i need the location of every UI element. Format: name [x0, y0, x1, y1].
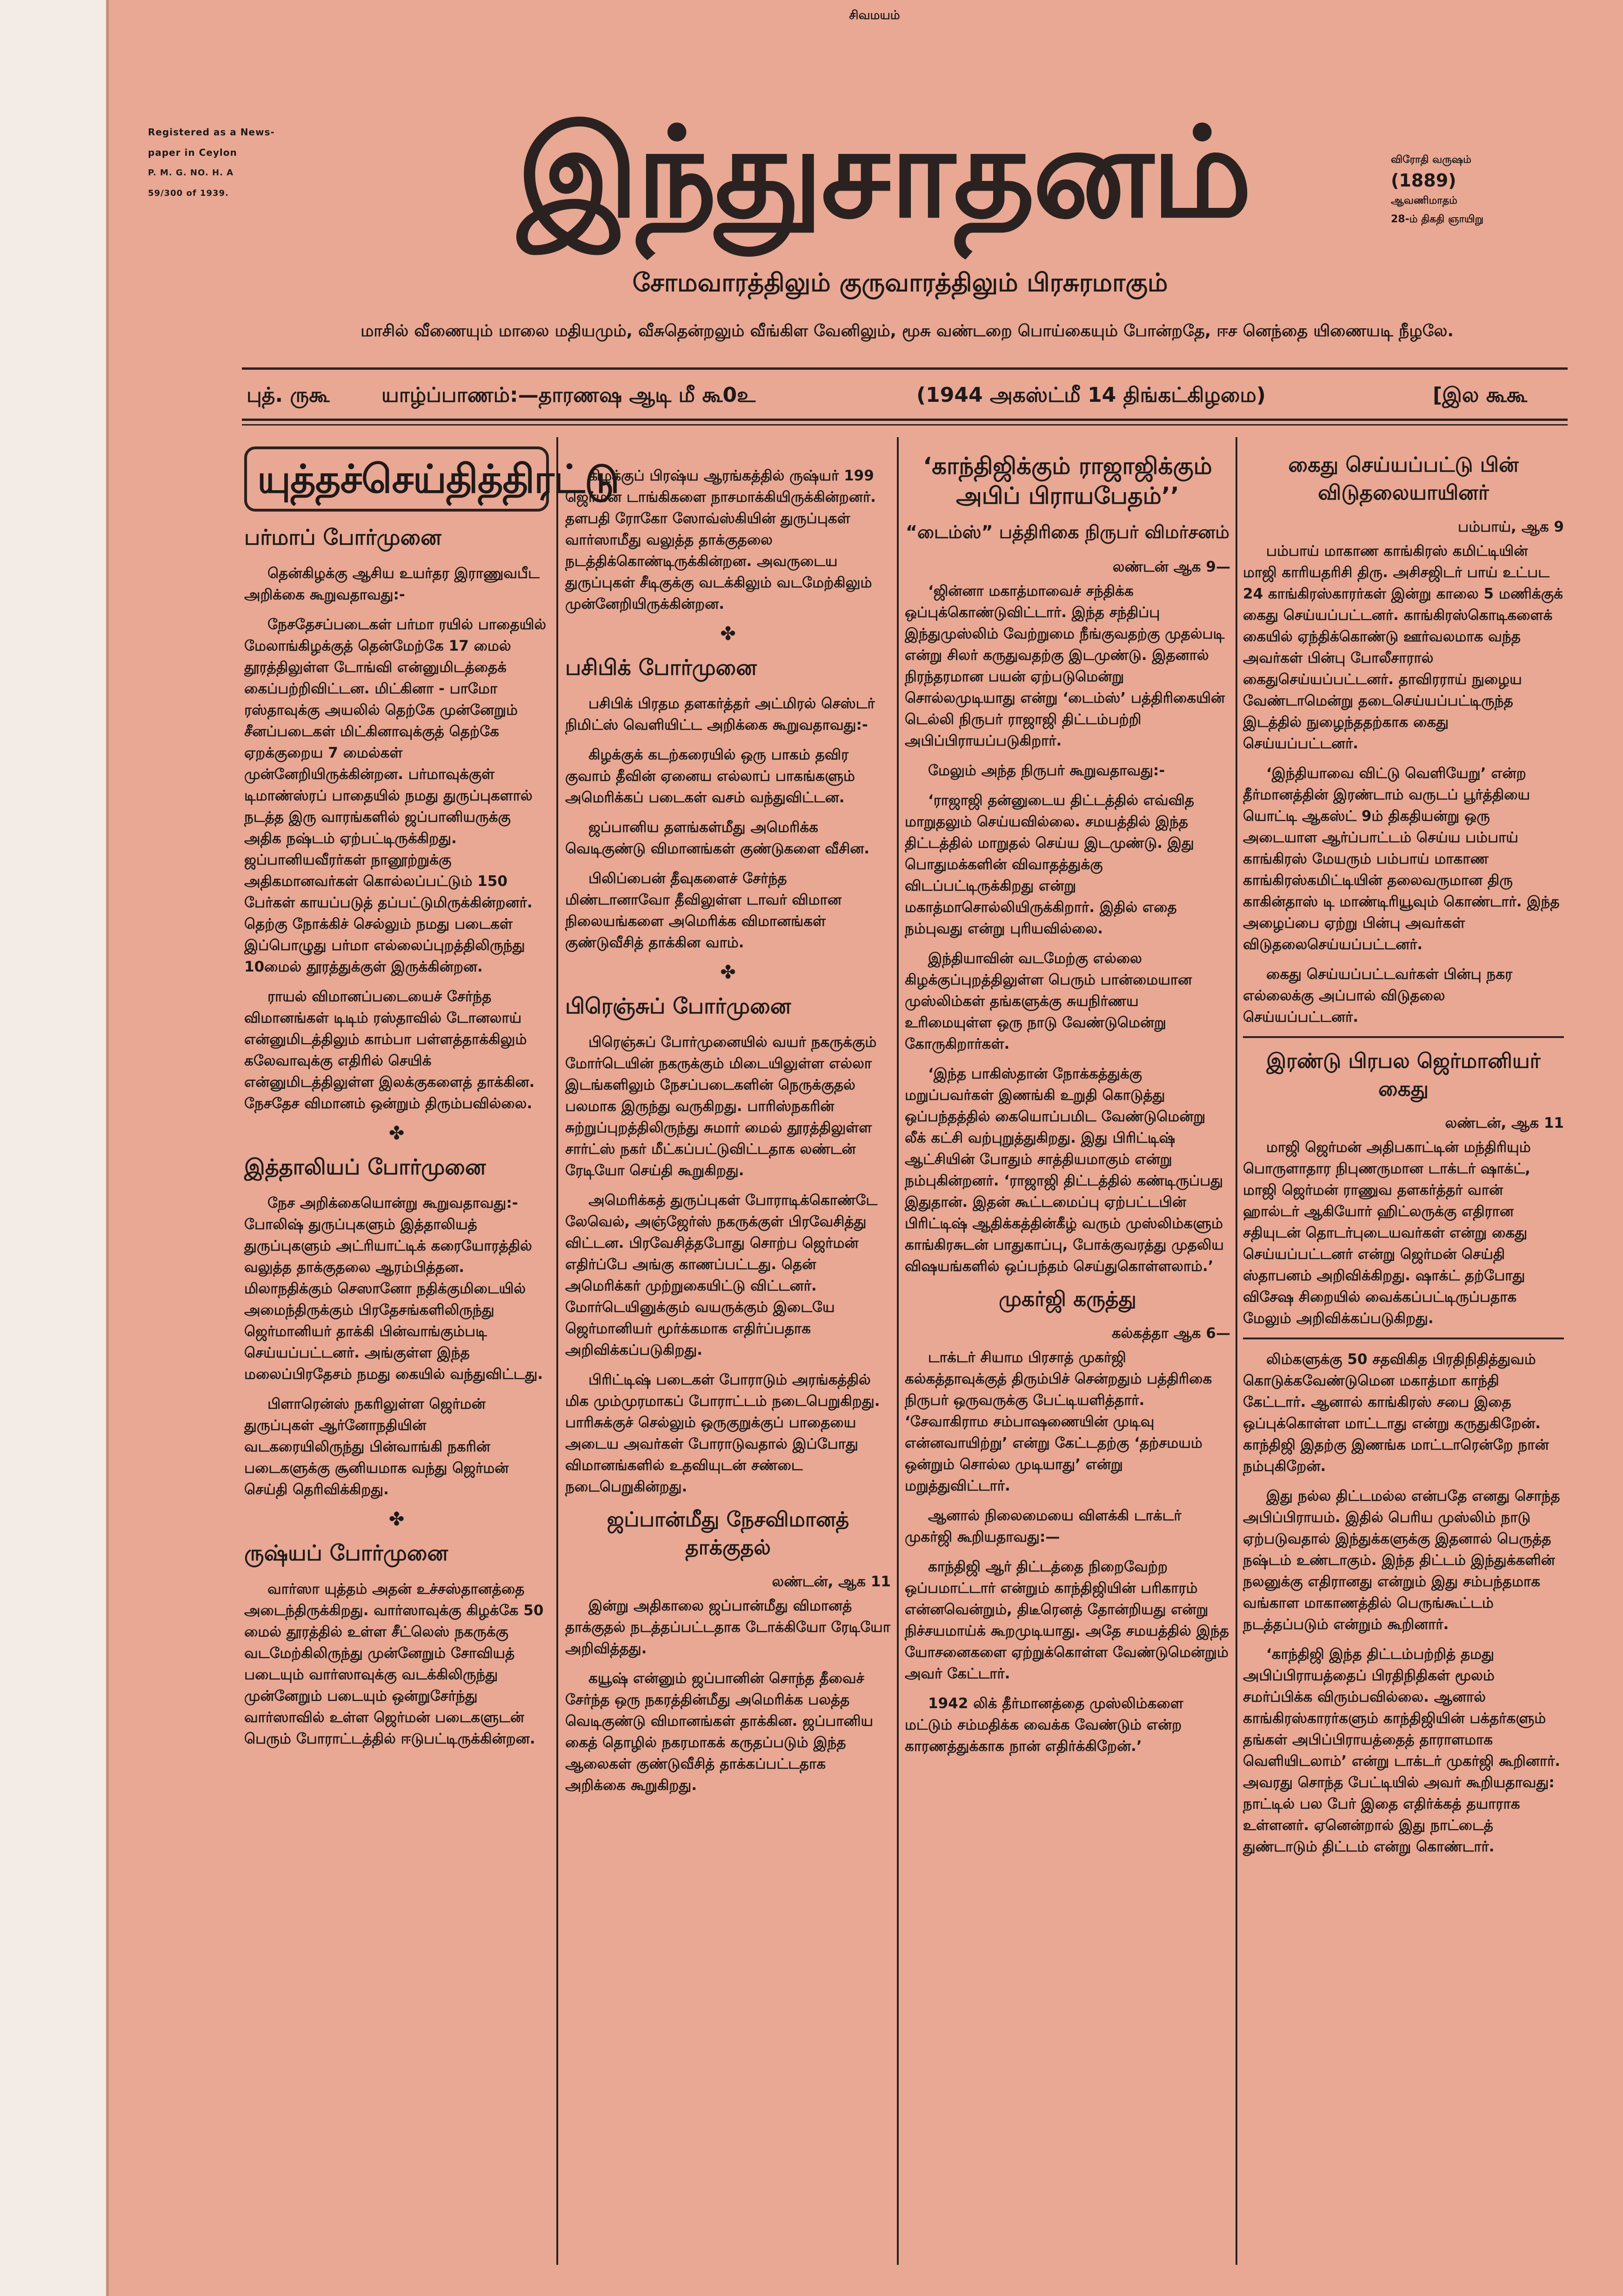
motto: மாசில் வீணையும் மாலை மதியமும், வீசுதென்றலும் வீங்கிள வேனிலும், மூசு வண்டறை பொய்கையும் போன்றதே, ஈச னெந்தை யிணையடி நீழலே. — [361, 322, 1454, 340]
article-paragraph: அமெரிக்கத் துருப்புகள் போராடிக்கொண்டே லேவெல், அஞ்ஜேர்ஸ் நகருக்குள் பிரவேசித்து விட்டன. பிரவேசித்தபோது சொற்ப ஜெர்மன் எதிர்ப்பே அங்கு காணப்பட்டது. தென் அமெரிக்கர் முற்றுகையிட்டு விட்டனர். மோர்டெயினுக்கும் வயருக்கும் இடையே ஜெர்மானியர் மூர்க்கமாக எதிர்ப்பதாக அறிவிக்கப்படுகிறது. — [565, 1192, 878, 1358]
article-paragraph: பிளாரென்ஸ் நகரிலுள்ள ஜெர்மன் துருப்புகள் ஆர்னோநதியின் வடகரையிலிருந்து பின்வாங்கி நகரின் படைகளுக்கு சூனியமாக வந்து ஜெர்மன் செய்தி தெரிவிக்கிறது. — [244, 1396, 509, 1498]
article-paragraph: பிரெஞ்சுப் போர்முனையில் வயர் நகருக்கும் மோர்டெயின் நகருக்கும் மிடையிலுள்ள எல்லா இடங்களிலும் நேசப்படைகளின் நெருக்குதல் பலமாக இருந்து வருகிறது. பாரிஸ்நகரின் சுற்றுப்புறத்திலிருந்து சுமார் மைல் தூரத்திலுள்ள சார்ட்ஸ் நகர் மீட்கப்பட்டுவிட்டதாக லண்டன் ரேடியோ செய்தி கூறுகிறது. — [565, 1034, 877, 1179]
article-paragraph: இந்தியாவின் வடமேற்கு எல்லை கிழக்குப்புறத்திலுள்ள பெரும் பான்மையான முஸ்லிம்கள் தங்களுக்கு சுயநிர்ணய உரிமையுள்ள ஒரு நாடு வேண்டுமென்று கோருகிறார்கள். — [905, 950, 1192, 1052]
column-rule — [1236, 437, 1237, 2265]
article-paragraph: லிம்களுக்கு 50 சதவிகித பிரதிநிதித்துவம் கொடுக்கவேண்டுமென மகாத்மா காந்தி கேட்டார். ஆனால் காங்கிரஸ் சபை இதை ஒப்புக்கொள்ள மாட்டாது என்று கருதுகிறேன். காந்திஜி இதற்கு இணங்க மாட்டாரென்றே நான் நம்புகிறேன். — [1243, 1351, 1549, 1475]
gandhi-rajaji-heading: ‘காந்திஜிக்கும் ராஜாஜிக்கும் அபிப் பிராயபேதம்’’ — [923, 453, 1212, 509]
italy-front-heading: இத்தாலியப் போர்முனை — [244, 1154, 486, 1179]
dateline — [242, 379, 1568, 411]
registration-line: 59/300 of 1939. — [148, 188, 229, 198]
mukherji-dateline: கல்கத்தா ஆக 6— — [1111, 1325, 1230, 1342]
article-paragraph: தென்கிழக்கு ஆசிய உயர்தர இராணுவபீட அறிக்கை கூறுவதாவது:- — [244, 565, 540, 603]
day-line: 28-ம் திகதி ஞாயிறு — [1391, 213, 1483, 225]
article-paragraph: நேசதேசப்படைகள் பர்மா ரயில் பாதையில் மேலாங்கிழக்குத் தென்மேற்கே 17 மைல் தூரத்திலுள்ள டோங்வி என்னுமிடத்தைக் கைப்பற்றிவிட்டன. மிட்கினா - பாமோ ரஸ்தாவுக்கு அயலில் தெற்கே முன்னேறும் சீனப்படைகள் மிட்கினாவுக்குத் தெற்கே ஏறக்குறைய 7 மைல்கள் முன்னேறியிருக்கின்றன. பர்மாவுக்குள் டிமாண்ஸ்ரப் பாதையில் நமது துருப்புகளால் நடத்த இரு வாரங்களில் ஜப்பானியருக்கு அதிக நஷ்டம் ஏற்பட்டிருக்கிறது. ஜப்பானியவீரர்கள் நானூற்றுக்கு அதிகமானவர்கள் கொல்லப்பட்டும் 150 பேர்கள் காயப்படுத் தப்பட்டுமிருக்கின்றனர். தெற்கு நோக்கிச் செல்லும் நமது படைகள் இப்பொழுது பர்மா எல்லைப்புறத்திலிருந்து 10மைல் தூரத்துக்குள் இருக்கின்றன. — [244, 616, 547, 975]
registration-notice — [148, 122, 408, 204]
dateline-rule-thin — [242, 424, 1568, 426]
article-paragraph: பிலிப்பைன் தீவுகளைச் சேர்ந்த மிண்டானாவோ தீவிலுள்ள டாவர் விமான நிலையங்களை அமெரிக்க விமானங்கள் குண்டுவீசித் தாக்கின வாம். — [565, 870, 842, 951]
germans-arrested-heading: இரண்டு பிரபல ஜெர்மானியர் கைது — [1266, 1049, 1541, 1101]
column-rule — [897, 437, 899, 2265]
article-paragraph: கயூஷ் என்னும் ஜப்பானின் சொந்த தீவைச் சேர்ந்த ஒரு நகரத்தின்மீது அமெரிக்க பலத்த வெடிகுண்டு விமானங்கள் தாக்கின. ஜப்பானிய கைத் தொழில் நகரமாகக் கருதப்படும் இந்த ஆலைகள் குண்டுவீசித் தாக்கப்பட்டதாக அறிக்கை கூறுகிறது. — [565, 1670, 874, 1794]
arrest-release-dateline: பம்பாய், ஆக 9 — [1458, 519, 1564, 535]
article-paragraph: டாக்டர் சியாம பிரசாத் முகர்ஜி கல்கத்தாவுக்குத் திரும்பிச் சென்றதும் பத்திரிகை நிருபர் ஒருவருக்கு பேட்டியளித்தார். ‘சேவாகிராம சம்பாஷணையின் முடிவு என்னவாயிற்று’ என்று கேட்டதற்கு ‘தற்சமயம் ஒன்றும் சொல்ல முடியாது’ என்று மறுத்துவிட்டார். — [905, 1349, 1212, 1494]
article-paragraph: ‘ராஜாஜி தன்னுடைய திட்டத்தில் எவ்வித மாறுதலும் செய்யவில்லை. சமயத்தில் இந்த திட்டத்தில் மாறுதல் செய்ய இடமுண்டு. இது பொதுமக்களின் விவாதத்துக்கு விடப்பட்டிருக்கிறது என்று மகாத்மாசொல்லியிருக்கிறார். இதில் எதை நம்புவது என்று புரியவில்லை. — [905, 792, 1195, 937]
column-2 — [565, 446, 891, 2265]
article-paragraph: ஜப்பானிய தளங்கள்மீது அமெரிக்க வெடிகுண்டு விமானங்கள் குண்டுகளை வீசின. — [565, 819, 870, 857]
english-date: (1944 அகஸ்ட்மீ 14 திங்கட்கிழமை) — [916, 383, 1266, 407]
french-front-heading: பிரெஞ்சுப் போர்முனை — [565, 993, 791, 1018]
article-paragraph: கிழக்குப் பிரஷ்ய ஆரங்கத்தில் ருஷ்யர் 199 ஜெர்மன் டாங்கிகளை நாசமாக்கியிருக்கின்றனர். தளபதி ரோகோ ஸோவ்ஸ்கியின் துருப்புகள் வார்ஸாமீது வலுத்த தாக்குதலை நடத்திக்கொண்டிருக்கின்றன. அவருடைய துருப்புகள் சீடிகுக்கு வடக்கிலும் வடமேற்கிலும் முன்னேறியிருக்கின்றன. — [565, 467, 876, 612]
article-paragraph: ராயல் விமானப்படையைச் சேர்ந்த விமானங்கள் டிடிம் ரஸ்தாவில் டோனலாய் என்னுமிடத்திலும் காம்பா பள்ளத்தாக்கிலும் கலேவாவுக்கு எதிரில் செயிக் என்னுமிடத்திலுள்ள இலக்குகளைத் தாக்கின. நேசதேச விமானம் ஒன்றும் திரும்பவில்லை. — [244, 988, 535, 1112]
article-paragraph: கைது செய்யப்பட்டவர்கள் பின்பு நகர எல்லைக்கு அப்பால் விடுதலை செய்யப்பட்டனர். — [1243, 966, 1513, 1025]
article-paragraph: ஆனால் நிலைமையை விளக்கி டாக்டர் முகர்ஜி கூறியதாவது:— — [905, 1507, 1182, 1545]
volume-number: புத். ருகூ — [247, 383, 330, 407]
registration-line: P. M. G. NO. H. A — [148, 168, 234, 178]
article-paragraph: நேச அறிக்கையொன்று கூறுவதாவது:- போலிஷ் துருப்புகளும் இத்தாலியத் துருப்புகளும் அட்ரியாட்டிக் கரையோரத்தில் வலுத்த தாக்குதலை ஆரம்பித்தன. மிலாநதிக்கும் செஸானோ நதிக்குமிடையில் அமைந்திருக்கும் பிரதேசங்களிலிருந்து ஜெர்மானியர் தாக்கி பின்வாங்கும்படி செய்யப்பட்டனர். அங்குள்ள இந்த மலைப்பிரதேசம் நமது கையில் வந்துவிட்டது. — [244, 1195, 543, 1383]
russia-front-heading: ருஷ்யப் போர்முனை — [244, 1540, 448, 1565]
ornament-icon: ✤ — [720, 962, 736, 983]
month-name: ஆவணிமாதம் — [1391, 195, 1457, 206]
japan-raid-heading: ஜப்பான்மீது நேசவிமானத் தாக்குதல் — [607, 1508, 849, 1559]
registration-line: paper in Ceylon — [148, 147, 237, 158]
dateline-rule — [242, 419, 1568, 421]
article-paragraph: பசிபிக் பிரதம தளகர்த்தர் அட்மிரல் செஸ்டர் நிமிட்ஸ் வெளியிட்ட அறிக்கை கூறுவதாவது:- — [565, 695, 875, 733]
article-paragraph: இன்று அதிகாலை ஜப்பான்மீது விமானத் தாக்குதல் நடத்தப்பட்டதாக டோக்கியோ ரேடியோ அறிவித்தது. — [565, 1597, 890, 1657]
article-paragraph: 1942 லிக் தீர்மானத்தை முஸ்லிம்களை மட்டும் சம்மதிக்க வைக்க வேண்டும் என்ற காரணத்துக்காக நான் எதிர்க்கிறேன்.’ — [905, 1695, 1183, 1755]
ornament-icon: ✤ — [388, 1509, 405, 1530]
germans-arrested-dateline: லண்டன், ஆக 11 — [1445, 1115, 1564, 1131]
column-4 — [1243, 446, 1564, 2265]
newspaper-title: இந்துசாதனம் — [517, 100, 1250, 246]
gandhi-rajaji-dateline: லண்டன் ஆக 9— — [1112, 559, 1230, 575]
article-paragraph: ‘ஜின்னா மகாத்மாவைச் சந்திக்க ஒப்புக்கொண்டுவிட்டார். இந்த சந்திப்பு இந்துமுஸ்லிம் வேற்றுமை நீங்குவதற்கு முதல்படி என்று சிலர் கருதுவதற்கு இடமுண்டு. இதனால் நிரந்தரமான பயன் ஏற்படுமென்று சொல்லமுடியாது என்று ‘டைம்ஸ்’ பத்திரிகையின் டெல்லி நிருபர் ராஜாஜி திட்டம்பற்றி அபிப்பிராயப்படுகிறார். — [905, 583, 1225, 749]
arrest-release-heading: கைது செய்யப்பட்டு பின் விடுதலையாயினர் — [1288, 453, 1519, 505]
column-3 — [905, 446, 1230, 2265]
article-rule — [1243, 1338, 1564, 1339]
article-paragraph: மாஜி ஜெர்மன் அதிபகாட்டின் மந்திரியும் பொருளாதார நிபுணருமான டாக்டர் ஷாக்ட், மாஜி ஜெர்மன் ராணுவ தளகர்த்தர் வான் ஹால்டர் ஆகியோர் ஹிட்லருக்கு எதிரான சதியுடன் தொடர்புடையவர்கள் என்று கைது செய்யப்பட்டனர் என்று ஜெர்மன் செய்தி ஸ்தாபனம் அறிவிக்கிறது. ஷாக்ட் தற்போது விசேஷ சிறையில் வைக்கப்பட்டிருப்பதாக மேலும் அறிவிக்கப்படுகிறது. — [1243, 1139, 1531, 1327]
article-paragraph: ‘இந்தியாவை விட்டு வெளியேறு’ என்ற தீர்மானத்தின் இரண்டாம் வருடப் பூர்த்தியை யொட்டி ஆகஸ்ட் 9ம் திகதியன்று ஒரு அடையாள ஆர்ப்பாட்டம் செய்ய பம்பாய் காங்கிரஸ் மேயரும் பம்பாய் மாகாண காங்கிரஸ்கமிட்டியின் தலைவருமான திரு காகின்தாஸ் டி மாண்டிரியூவும் கொண்டார். இந்த அழைப்பை ஏற்று பின்பு அவர்கள் விடுதலைசெய்யப்பட்டனர். — [1243, 765, 1560, 953]
masthead-blessing: சிவமயம் — [849, 8, 900, 22]
article-paragraph: ‘இந்த பாகிஸ்தான் நோக்கத்துக்கு மறுப்பவர்கள் இணங்கி உறுதி கொடுத்து ஒப்பந்தத்தில் கையொப்பமிட வேண்டுமென்று லீக் கட்சி வற்புறுத்துகிறது. இது பிரிட்டிஷ் ஆட்சியின் போதும் சாத்தியமாகும் என்று நம்புகின்றனர். ‘ராஜாஜி திட்டத்தில் கண்டிருப்பது இதுதான். இதன் கூட்டமைப்பு ஏற்பட்டபின் பிரிட்டிஷ் ஆதிக்கத்தின்கீழ் வரும் முஸ்லிம்களும் காங்கிரசுடன் பாதுகாப்பு, போக்குவரத்து முதலிய விஷயங்களில் ஒப்பந்தம் செய்துகொள்ளலாம்.’ — [905, 1065, 1224, 1275]
tamil-date-block — [1391, 151, 1600, 229]
burma-front-heading: பர்மாப் போர்முனை — [244, 525, 441, 550]
gandhi-rajaji-subheading: “டைம்ஸ்” பத்திரிகை நிருபர் விமர்சனம் — [906, 522, 1229, 542]
article-paragraph: ‘காந்திஜி இந்த திட்டம்பற்றித் தமது அபிப்பிராயத்தைப் பிரதிநிதிகள் மூலம் சமர்ப்பிக்க விரும்பவில்லை. ஆனால் காங்கிரஸ்காரர்களும் காந்திஜியின் பக்தர்களும் தங்கள் அபிப்பிராயத்தைத் தாராளமாக வெளியிடலாம்’ என்று டாக்டர் முகர்ஜி கூறினார். அவரது சொந்த பேட்டியில் அவர் கூறியதாவது: நாட்டில் பல பேர் இதை எதிர்க்கத் தயாராக உள்ளனர். ஏனென்றால் இது நாட்டைத் துண்டாடும் திட்டம் என்று கொண்டார். — [1243, 1646, 1561, 1855]
war-news-banner: யுத்தச்செய்தித்திரட்டு — [244, 446, 549, 512]
place-date: யாழ்ப்பாணம்:—தாரணஷ ஆடி மீ கூ0உ — [381, 383, 756, 407]
registration-line: Registered as a News- — [148, 126, 275, 138]
pacific-front-heading: பசிபிக் போர்முனை — [565, 655, 757, 680]
article-paragraph: மேலும் அந்த நிருபர் கூறுவதாவது:- — [928, 762, 1165, 779]
japan-raid-dateline: லண்டன், ஆக 11 — [772, 1573, 891, 1590]
year-name: விரோதி வருஷம் — [1391, 154, 1471, 166]
article-paragraph: வார்ஸா யுத்தம் அதன் உச்சஸ்தானத்தை அடைந்திருக்கிறது. வார்ஸாவுக்கு கிழக்கே 50 மைல் தூரத்தில் உள்ள சீட்லெஸ் நகருக்கு வடமேற்கிலிருந்து முன்னேறும் சோவியத் படையும் வார்ஸாவுக்கு வடக்கிலிருந்து முன்னேறும் படையும் ஒன்றுசேர்ந்து வார்ஸாவில் உள்ள ஜெர்மன் படைகளுடன் பெரும் போராட்டத்தில் ஈடுபட்டிருக்கின்றன. — [244, 1581, 544, 1747]
issue-number: [இல கூகூ — [1433, 383, 1528, 407]
ornament-icon: ✤ — [388, 1123, 405, 1144]
ornament-icon: ✤ — [720, 623, 736, 645]
top-rule — [242, 367, 1568, 370]
article-paragraph: இது நல்ல திட்டமல்ல என்பதே எனது சொந்த அபிப்பிராயம். இதில் பெரிய முஸ்லிம் நாடு ஏற்படுவதால் இந்துக்களுக்கு இதனால் பெருத்த நஷ்டம் உண்டாகும். இந்த திட்டம் இந்துக்களின் நலனுக்கு எதிரானது என்றும் இது சம்பந்தமாக வங்காள மாகாணத்தில் பெருங்கூட்டம் நடத்தப்படும் என்றும் கூறினார். — [1243, 1488, 1560, 1633]
article-paragraph: பிரிட்டிஷ் படைகள் போராடும் அரங்கத்தில் மிக மும்முரமாகப் போராட்டம் நடைபெறுகிறது. பாரிசுக்குச் செல்லும் ஒருகுறுக்குப் பாதையை அடைய அவர்கள் போராடுவதால் இப்போது விமானங்களில் உதவியுடன் சண்டை நடைபெறுகின்றது. — [565, 1371, 880, 1495]
article-paragraph: கிழக்குக் கடற்கரையில் ஒரு பாகம் தவிர குவாம் தீவின் ஏனைய எல்லாப் பாகங்களும் அமெரிக்கப் படைகள் வசம் வந்துவிட்டன. — [565, 746, 855, 806]
column-rule — [556, 437, 558, 2265]
mukherji-heading: முகர்ஜி கருத்து — [999, 1287, 1136, 1311]
article-paragraph: காந்திஜி ஆர் திட்டத்தை நிறைவேற்ற ஒப்பமாட்டார் என்றும் காந்திஜியின் பரிகாரம் என்னவென்றும், திடீரெனத் தோன்றியது என்று நிச்சயமாய்க் கூறமுடியாது. அதே சமயத்தில் இந்த யோசனைகளை ஏற்றுக்கொள்ள வேண்டுமென்றும் அவர் கேட்டார். — [905, 1558, 1229, 1682]
column-1 — [244, 446, 619, 2265]
article-rule — [1243, 1036, 1564, 1038]
year-number: (1889) — [1391, 170, 1456, 191]
article-paragraph: பம்பாய் மாகாண காங்கிரஸ் கமிட்டியின் மாஜி காரியதரிசி திரு. அசிசஜிடர் பாய் உட்பட 24 காங்கிரஸ்காரர்கள் இன்று காலை 5 மணிக்குக் கைது செய்யப்பட்டனர். காங்கிரஸ்கொடிகளைக் கையில் ஏந்திக்கொண்டு ஊர்வலமாக வந்த அவர்கள் பின்பு போலீசாரால் கைதுசெய்யப்பட்டனர். தாவிரராய் நுழைய வேண்டாமென்று தடைசெய்யப்பட்டிருந்த இடத்தில் நுழைந்ததற்காக கைது செய்யப்பட்டனர். — [1243, 543, 1563, 752]
publication-schedule: சோமவாரத்திலும் குருவாரத்திலும் பிரசுரமாகும் — [632, 268, 1168, 297]
